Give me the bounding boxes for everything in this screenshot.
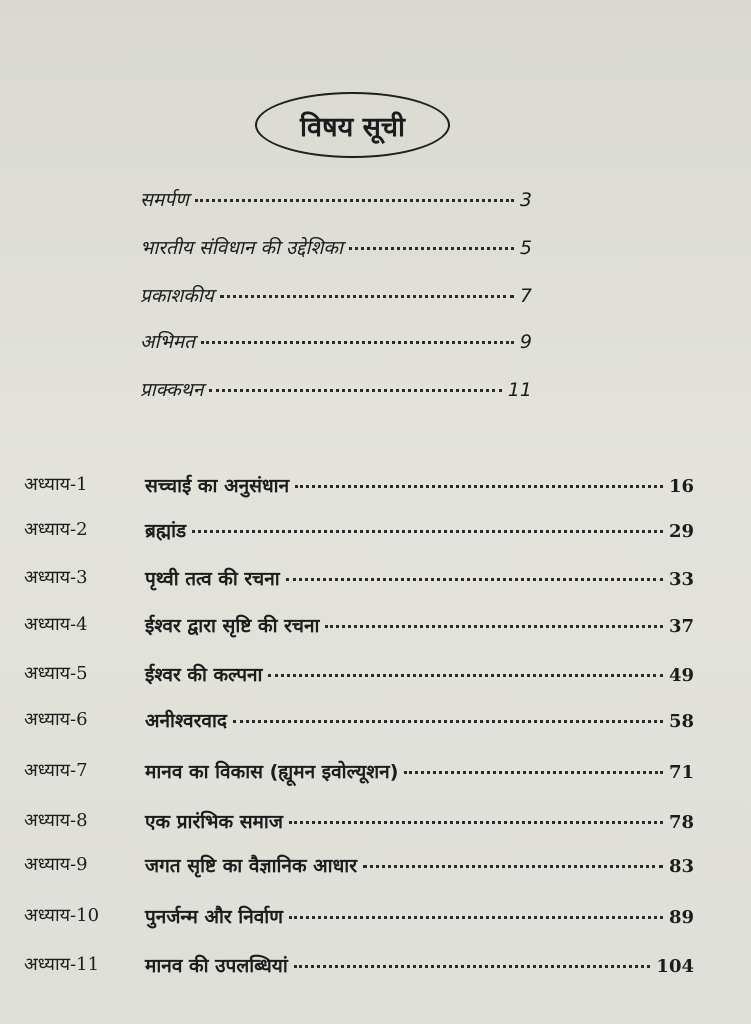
chapter-title: पुनर्जन्म और निर्वाण bbox=[145, 906, 283, 928]
entry-page: 7 bbox=[519, 285, 532, 307]
chapter-title: अनीश्वरवाद bbox=[145, 710, 227, 732]
chapter-title: ब्रह्मांड bbox=[145, 520, 187, 542]
dot-leader bbox=[289, 916, 663, 919]
chapter-page: 89 bbox=[668, 907, 694, 928]
preliminary-entry bbox=[140, 328, 532, 354]
chapter-number: अध्याय-1 bbox=[24, 474, 88, 495]
chapter-entry bbox=[0, 472, 751, 502]
entry-label: प्रकाशकीय bbox=[140, 285, 214, 307]
chapter-entry bbox=[0, 565, 751, 595]
chapter-number: अध्याय-5 bbox=[24, 663, 88, 684]
preliminary-entry bbox=[140, 282, 532, 308]
chapter-entry bbox=[0, 661, 751, 691]
chapter-page: 58 bbox=[668, 711, 694, 732]
chapter-title: एक प्रारंभिक समाज bbox=[145, 811, 283, 833]
chapter-number: अध्याय-8 bbox=[24, 810, 88, 831]
chapter-page: 71 bbox=[668, 762, 694, 783]
dot-leader bbox=[201, 341, 514, 344]
chapter-number: अध्याय-6 bbox=[24, 709, 88, 730]
entry-label: समर्पण bbox=[140, 189, 189, 211]
dot-leader bbox=[363, 865, 663, 868]
chapter-title: ईश्वर की कल्पना bbox=[145, 664, 263, 686]
chapter-page: 83 bbox=[668, 856, 694, 877]
chapter-title: सच्चाई का अनुसंधान bbox=[145, 475, 290, 497]
chapter-entry bbox=[0, 758, 751, 788]
contents-heading bbox=[255, 92, 450, 158]
chapter-entry bbox=[0, 852, 751, 882]
dot-leader bbox=[404, 771, 663, 774]
chapter-page: 49 bbox=[668, 665, 694, 686]
chapter-number: अध्याय-9 bbox=[24, 854, 88, 875]
chapter-page: 37 bbox=[668, 616, 694, 637]
chapter-number: अध्याय-7 bbox=[24, 760, 88, 781]
entry-page: 11 bbox=[507, 379, 532, 401]
chapter-number: अध्याय-4 bbox=[24, 614, 88, 635]
contents-heading-text: विषय सूची bbox=[299, 111, 406, 143]
chapter-entry bbox=[0, 612, 751, 642]
chapter-number: अध्याय-3 bbox=[24, 567, 88, 588]
preliminary-entry bbox=[140, 234, 532, 260]
chapter-title: जगत सृष्टि का वैज्ञानिक आधार bbox=[145, 855, 357, 877]
entry-label: प्राक्कथन bbox=[140, 379, 204, 401]
dot-leader bbox=[286, 578, 663, 581]
chapter-title: ईश्वर द्वारा सृष्टि की रचना bbox=[145, 615, 320, 637]
dot-leader bbox=[349, 247, 514, 250]
chapter-entry bbox=[0, 903, 751, 933]
dot-leader bbox=[220, 295, 514, 298]
dot-leader bbox=[295, 485, 663, 488]
dot-leader bbox=[289, 821, 663, 824]
dot-leader bbox=[268, 674, 662, 677]
chapter-page: 104 bbox=[656, 956, 694, 977]
entry-label: अभिमत bbox=[140, 331, 195, 353]
dot-leader bbox=[195, 199, 514, 202]
dot-leader bbox=[209, 389, 501, 392]
entry-label: भारतीय संविधान की उद्देशिका bbox=[140, 237, 343, 259]
chapter-entry bbox=[0, 517, 751, 547]
dot-leader bbox=[233, 720, 663, 723]
chapter-page: 78 bbox=[668, 812, 694, 833]
chapter-entry bbox=[0, 808, 751, 838]
chapter-page: 16 bbox=[668, 476, 694, 497]
chapter-number: अध्याय-11 bbox=[24, 954, 100, 975]
chapter-title: पृथ्वी तत्व की रचना bbox=[145, 568, 280, 590]
chapter-title: मानव की उपलब्धियां bbox=[145, 955, 288, 977]
entry-page: 9 bbox=[519, 331, 532, 353]
chapter-entry bbox=[0, 952, 751, 982]
dot-leader bbox=[294, 965, 651, 968]
entry-page: 3 bbox=[519, 189, 532, 211]
chapter-page: 33 bbox=[668, 569, 694, 590]
chapter-entry bbox=[0, 707, 751, 737]
chapter-number: अध्याय-10 bbox=[24, 905, 100, 926]
entry-page: 5 bbox=[519, 237, 532, 259]
chapter-page: 29 bbox=[668, 521, 694, 542]
chapter-number: अध्याय-2 bbox=[24, 519, 88, 540]
dot-leader bbox=[325, 625, 663, 628]
chapter-title: मानव का विकास (ह्यूमन इवोल्यूशन) bbox=[145, 761, 399, 783]
dot-leader bbox=[192, 530, 663, 533]
preliminary-entry bbox=[140, 376, 532, 402]
preliminary-entry bbox=[140, 186, 532, 212]
